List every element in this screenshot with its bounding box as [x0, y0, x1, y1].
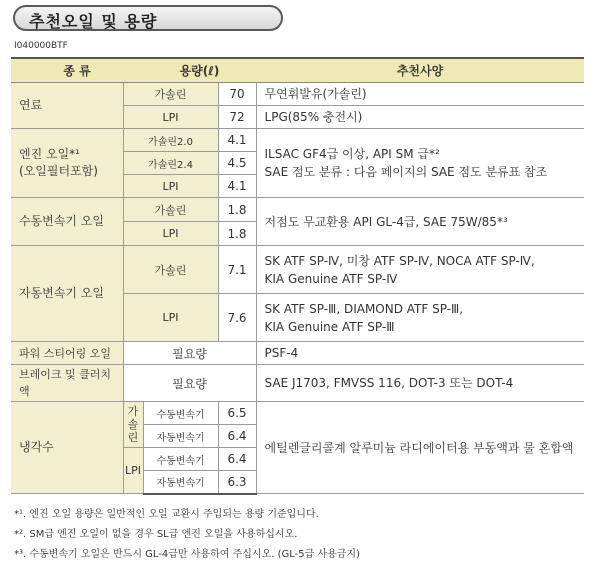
engine-capacity-lpi: 4.1 [218, 175, 256, 198]
auto-capacity-gasoline: 7.1 [218, 246, 256, 294]
power-steering-spec: PSF-4 [256, 342, 584, 365]
table-header-row [11, 58, 584, 83]
brake-fluid-spec: SAE J1703, FMVSS 116, DOT-3 또는 DOT-4 [256, 365, 584, 402]
engine-oil-label [11, 129, 123, 198]
auto-spec-lpi-line2: KIA Genuine ATF SP-Ⅲ [264, 319, 395, 334]
page-title: 추천오일 및 용량 [29, 12, 158, 31]
fuel-label: 연료 [11, 83, 123, 129]
header-capacity: 용량(ℓ) [143, 58, 256, 83]
footnote-1: *¹. 엔진 오일 용량은 일반적인 오일 교환시 주입되는 용량 기준입니다. [14, 509, 319, 520]
brake-fluid-label: 브레이크 및 클러치 액 [11, 365, 123, 402]
table-row [11, 246, 584, 294]
coolant-lpi-manual-capacity: 6.4 [218, 448, 256, 471]
coolant-lpi-manual-trans: 수동변속기 [143, 448, 218, 471]
fuel-spec-lpi: LPG(85% 충전시) [256, 106, 584, 129]
coolant-gasoline-manual-capacity: 6.5 [218, 402, 256, 425]
auto-trans-label: 자동변속기 오일 [11, 246, 123, 342]
engine-oil-label-line2: (오일필터포함) [19, 164, 98, 178]
table-row [11, 129, 584, 152]
engine-oil-label-line1: 엔진 오일*¹ [19, 147, 80, 161]
header-recommend: 추천사양 [256, 58, 584, 83]
auto-spec-gasoline [256, 246, 584, 294]
table-row [11, 83, 584, 106]
table-row [11, 198, 584, 222]
coolant-gasoline-auto-capacity: 6.4 [218, 425, 256, 448]
engine-capacity-gasoline-2-4: 4.5 [218, 152, 256, 175]
coolant-lpi-auto-capacity: 6.3 [218, 471, 256, 494]
coolant-spec: 에틸렌글리콜계 알루미늄 라디에이터용 부동액과 물 혼합액 [256, 402, 584, 494]
engine-type-lpi: LPI [123, 175, 218, 198]
table-row [11, 342, 584, 365]
auto-spec-lpi [256, 294, 584, 342]
auto-spec-gasoline-line1: SK ATF SP-Ⅳ, 미창 ATF SP-Ⅳ, NOCA ATF SP-Ⅳ, [264, 253, 535, 268]
fuel-type-lpi: LPI [123, 106, 218, 129]
auto-type-lpi: LPI [123, 294, 218, 342]
engine-oil-spec [256, 129, 584, 198]
fuel-type-gasoline: 가솔린 [123, 83, 218, 106]
manual-type-gasoline: 가솔린 [123, 198, 218, 222]
manual-capacity-gasoline: 1.8 [218, 198, 256, 222]
power-steering-label: 파워 스티어링 오일 [11, 342, 123, 365]
engine-oil-spec-line2: SAE 점도 분류 : 다음 페이지의 SAE 점도 분류표 참조 [264, 165, 548, 179]
auto-capacity-lpi: 7.6 [218, 294, 256, 342]
title-banner [13, 5, 283, 31]
power-steering-capacity: 필요량 [123, 342, 256, 365]
fuel-spec-gasoline: 무연휘발유(가솔린) [256, 83, 584, 106]
table-row [11, 365, 584, 402]
footnotes [14, 505, 360, 565]
engine-oil-spec-line1: ILSAC GF4급 이상, API SM 급*² [264, 147, 440, 161]
document-code: I040000BTF [14, 41, 68, 51]
coolant-lpi-label: LPI [123, 448, 143, 494]
coolant-lpi-auto-trans: 자동변속기 [143, 471, 218, 494]
coolant-gasoline-manual-trans: 수동변속기 [143, 402, 218, 425]
fuel-capacity-lpi: 72 [218, 106, 256, 129]
fuel-capacity-gasoline: 70 [218, 83, 256, 106]
auto-type-gasoline: 가솔린 [123, 246, 218, 294]
footnote-3: *³. 수동변속기 오일은 반드시 GL-4급만 사용하여 주십시오. (GL-5급 사용금지) [14, 549, 360, 560]
coolant-label: 냉각수 [11, 402, 123, 494]
header-kind: 종 류 [11, 58, 143, 83]
footnote-2: *². SM급 엔진 오일이 없을 경우 SL급 엔진 오일을 사용하십시오. [14, 529, 298, 540]
manual-type-lpi: LPI [123, 222, 218, 246]
engine-capacity-gasoline-2-0: 4.1 [218, 129, 256, 152]
manual-capacity-lpi: 1.8 [218, 222, 256, 246]
engine-type-gasoline-2-0: 가솔린2.0 [123, 129, 218, 152]
coolant-gasoline-auto-trans: 자동변속기 [143, 425, 218, 448]
coolant-gasoline-label [123, 402, 143, 448]
table-row [11, 402, 584, 425]
engine-type-gasoline-2-4: 가솔린2.4 [123, 152, 218, 175]
coolant-gasoline-text: 가 솔 린 [127, 405, 139, 444]
oil-capacity-table [11, 57, 584, 495]
auto-spec-gasoline-line2: KIA Genuine ATF SP-Ⅳ [264, 271, 398, 286]
auto-spec-lpi-line1: SK ATF SP-Ⅲ, DIAMOND ATF SP-Ⅲ, [264, 301, 464, 316]
manual-trans-spec: 저점도 무교환용 API GL-4급, SAE 75W/85*³ [256, 198, 584, 246]
brake-fluid-capacity: 필요량 [123, 365, 256, 402]
manual-trans-label: 수동변속기 오일 [11, 198, 123, 246]
